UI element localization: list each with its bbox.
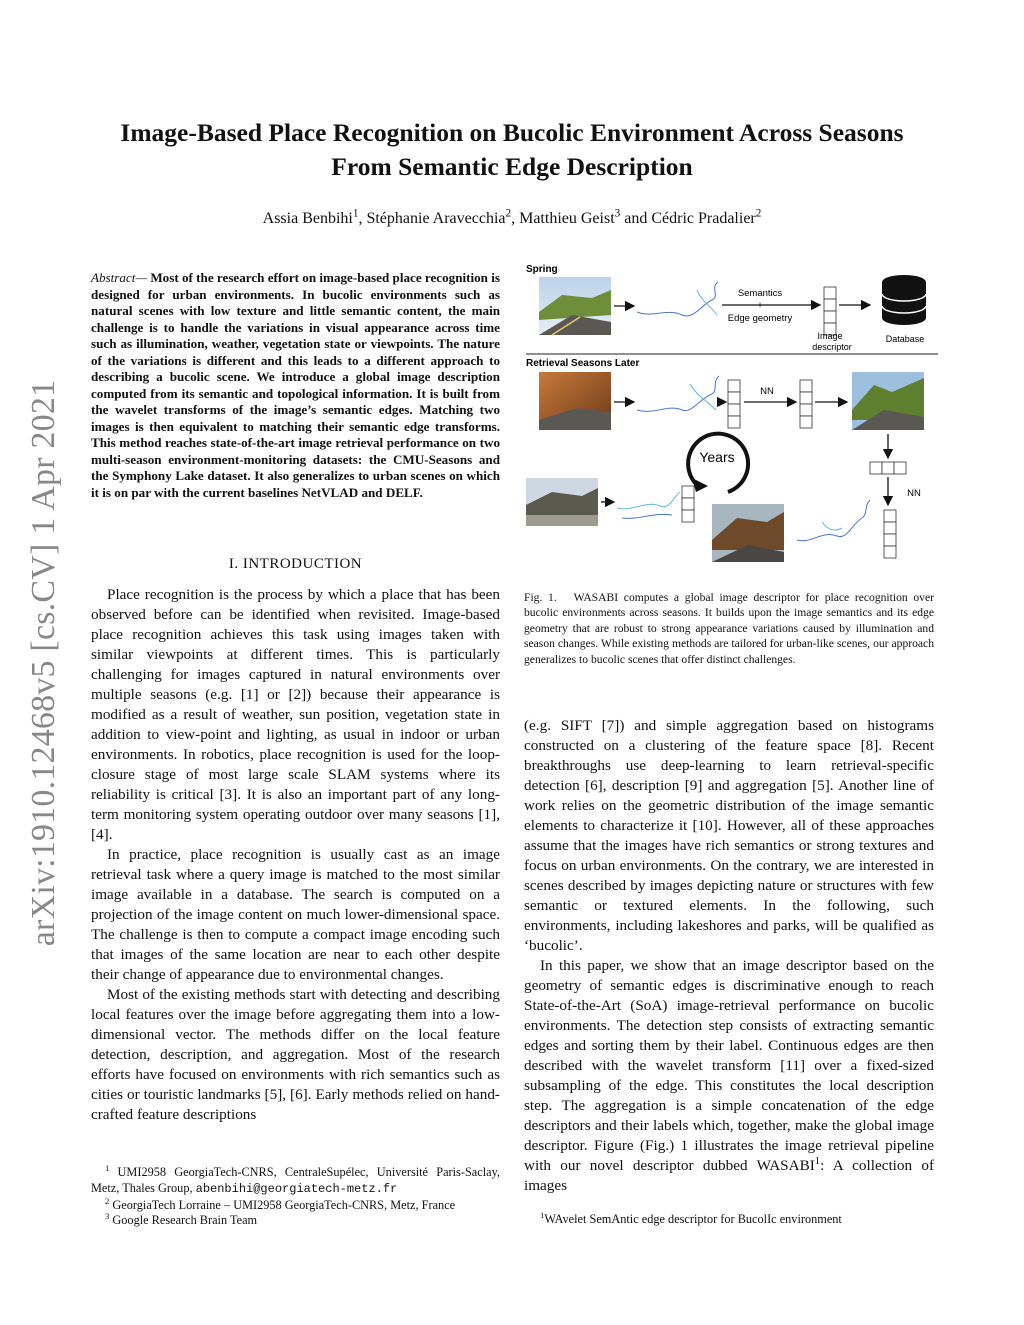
database-descriptor-vector — [870, 462, 906, 474]
label-database: Database — [885, 334, 925, 344]
label-retrieval-later: Retrieval Seasons Later — [526, 358, 640, 369]
footnote-1 — [91, 1162, 500, 1198]
label-semantics: Semantics — [737, 288, 783, 299]
author-name: Stéphanie Aravecchia — [366, 210, 506, 227]
query-descriptor-vector — [728, 380, 740, 428]
author-email[interactable]: abenbihi@georgiatech-metz.fr — [195, 1181, 398, 1196]
image-descriptor-vector — [824, 287, 836, 335]
right-column-body — [524, 716, 934, 1196]
label-descriptor: descriptor — [812, 342, 852, 352]
footnote-text: GeorgiaTech Lorraine – UMI2958 GeorgiaTech-CNRS, Metz, France — [112, 1197, 456, 1212]
spring-image — [539, 277, 611, 335]
author-separator: and — [620, 210, 652, 227]
label-image: Image — [817, 331, 843, 341]
paragraph-text: In this paper, we show that an image descriptor based on the geometry of semantic edges is discriminative enough to reach State-of-the-Art (SoA) image-retrieval performance on bucolic environments. The detection step consists of extracting semantic edges and sorting them by their label. Continuous edges are then described with the wavelet transform [11] over a fixed-sized subsampling of the edge. This constitutes the local description step. The aggregation is a simple concatenation of the edge descriptors and their labels which, together, make the global image descriptor. Figure (Fig.) 1 illustrates the image retrieval pipeline with our novel descriptor dubbed WASABI — [524, 957, 934, 1174]
footnote-marker: 3 — [105, 1211, 110, 1222]
footnote-marker: 1 — [540, 1209, 545, 1220]
abstract-label: Abstract — [91, 270, 136, 285]
author-affiliation: 3 — [614, 207, 621, 220]
database-icon — [882, 275, 926, 325]
figure-1-diagram — [522, 260, 942, 580]
caption-text: WASABI computes a global image descriptor for place recognition over bucolic environments across seasons. It builds upon the image semantics and its edge geometry that are robust to strong appearance variations caused by illumination and season changes. While existing methods are tailored for urban-like scenes, our approach generalizes to bucolic scenes that offer distinct challenges. — [524, 591, 934, 666]
label-nn-1: NN — [760, 386, 774, 397]
footnote-text: WAvelet SemAntic edge descriptor for BucolIc environment — [544, 1212, 842, 1226]
label-edge-geometry: Edge geometry — [727, 313, 793, 324]
section-heading: I. INTRODUCTION — [228, 556, 363, 572]
label-spring: Spring — [526, 264, 558, 275]
semantic-edges-spring — [637, 282, 718, 316]
late-autumn-image — [712, 504, 784, 562]
footnote-marker: 1 — [814, 1155, 821, 1167]
paragraph: In practice, place recognition is usually cast as an image retrieval task where a query image is matched to the most similar image available in a database. The search is computed on a projection of the image content on much lower-dimensional space. The challenge is then to compute a compact image encoding such that images of the same location are near to each other despite their change of appearance due to environmental changes. — [91, 846, 500, 983]
caption-label: Fig. 1. — [524, 591, 557, 604]
footnote-text: Google Research Brain Team — [112, 1213, 258, 1228]
title-line-2: From Semantic Edge Description — [331, 152, 693, 181]
affiliation-footnotes — [91, 1162, 500, 1229]
paragraph: Place recognition is the process by which a place that has been observed before can be identified when revisited. Image-based place recognition achieves this task using images taken with similar viewpoints at different times. This is particularly challenging for images captured in natural environments over multiple seasons (e.g. [1] or [2]) because their appearance is modified as a result of weather, sun position, vegetation state in addition to view-point and lighting, as usual in indoor or urban environments. In robotics, place recognition is used for the loop-closure stage of most large scale SLAM systems where its reliability is critical [3]. It is also an important part of any long-term monitoring system operating outdoor over many seasons [1], [4]. — [91, 586, 500, 843]
figure-1-caption — [524, 590, 934, 667]
abstract-text: Most of the research effort on image-based place recognition is designed for urban environments. In bucolic environments such as natural scenes with low texture and little semantic content, the main challenge is to handle the variations in visual appearance across time such as illumination, weather, vegetation state or viewpoints. The nature of the variations is different and this leads to a different approach to describing a bucolic scene. We introduce a global image description computed from its semantic and topological information. It is built from the wavelet transforms of the image’s semantic edges. Matching two images is then equivalent to matching their semantic edge transforms. This method reaches state-of-the-art image retrieval performance on two multi-season environment-monitoring datasets: the CMU-Seasons and the Symphony Lake dataset. It also generalizes to urban scenes on which it is on par with the current baselines NetVLAD and DELF. — [91, 270, 500, 500]
winter-descriptor-vector — [682, 486, 694, 522]
winter-image — [526, 478, 598, 526]
arxiv-identifier — [14, 366, 74, 960]
abstract — [91, 270, 500, 501]
author-affiliation: 2 — [505, 207, 512, 220]
late-descriptor-vector — [884, 510, 896, 558]
paper-title — [60, 116, 964, 184]
semantic-edges-winter — [617, 492, 680, 518]
label-years: Years — [699, 449, 735, 465]
footnote-marker: 1 — [105, 1162, 110, 1173]
author-affiliation: 2 — [755, 207, 762, 220]
paragraph: (e.g. SIFT [7]) and simple aggregation based on histograms constructed on a clustering of the feature space [8]. Recent breakthroughs use deep-learning to learn retrieval-specific detection [6], description [9] and aggregation [5]. Another line of work relies on the geometric distribution of the image semantic elements to characterize it [10]. However, all of these approaches assume that the images have rich semantics or strong textures and focus on urban environments. On the contrary, we are interested in scenes described by images depicting nature or structures with few semantic or textured elements. In the following, such environments, including lakeshores and parks, will be qualified as ‘bucolic’. — [524, 717, 934, 954]
footnote-2 — [91, 1195, 500, 1214]
author-name: Matthieu Geist — [519, 210, 615, 227]
author-name: Assia Benbihi — [262, 210, 353, 227]
semantic-edges-autumn — [637, 376, 719, 411]
arxiv-identifier-text: arXiv:1910.12468v5 [cs.CV] 1 Apr 2021 — [25, 379, 62, 947]
paragraph — [524, 956, 934, 1196]
left-column-body — [91, 585, 500, 1125]
author-name: Cédric Pradalier — [651, 210, 756, 227]
author-list — [60, 207, 964, 228]
abstract-dash: — — [135, 270, 148, 285]
retrieved-descriptor-vector — [800, 380, 812, 428]
semantic-edges-late — [797, 500, 870, 541]
label-nn-2: NN — [907, 488, 921, 499]
author-affiliation: 1 — [352, 207, 359, 220]
paragraph: Most of the existing methods start with detecting and describing local features over the image before aggregating them into a low-dimensional vector. The methods differ on the local feature detection, description, and aggregation. Most of the research efforts have focused on environments with rich semantics such as cities or touristic landmarks [5], [6]. Early methods relied on hand-crafted feature descriptions — [91, 986, 500, 1123]
retrieved-summer-image — [852, 372, 924, 430]
footnote-text: UMI2958 GeorgiaTech-CNRS, CentraleSupélec, Université Paris-Saclay, Metz, Thales Group, — [91, 1165, 500, 1195]
author-separator: , — [358, 210, 367, 227]
acronym-footnote — [540, 1209, 940, 1227]
autumn-query-image — [539, 372, 611, 430]
paragraph-text: : A collection of images — [524, 1157, 935, 1194]
author-separator: , — [511, 210, 520, 227]
footnote-marker: 2 — [105, 1195, 110, 1206]
footnote-3 — [91, 1213, 500, 1229]
title-line-1: Image-Based Place Recognition on Bucolic Environment Across Seasons — [120, 118, 904, 147]
label-plus: + — [757, 300, 763, 311]
